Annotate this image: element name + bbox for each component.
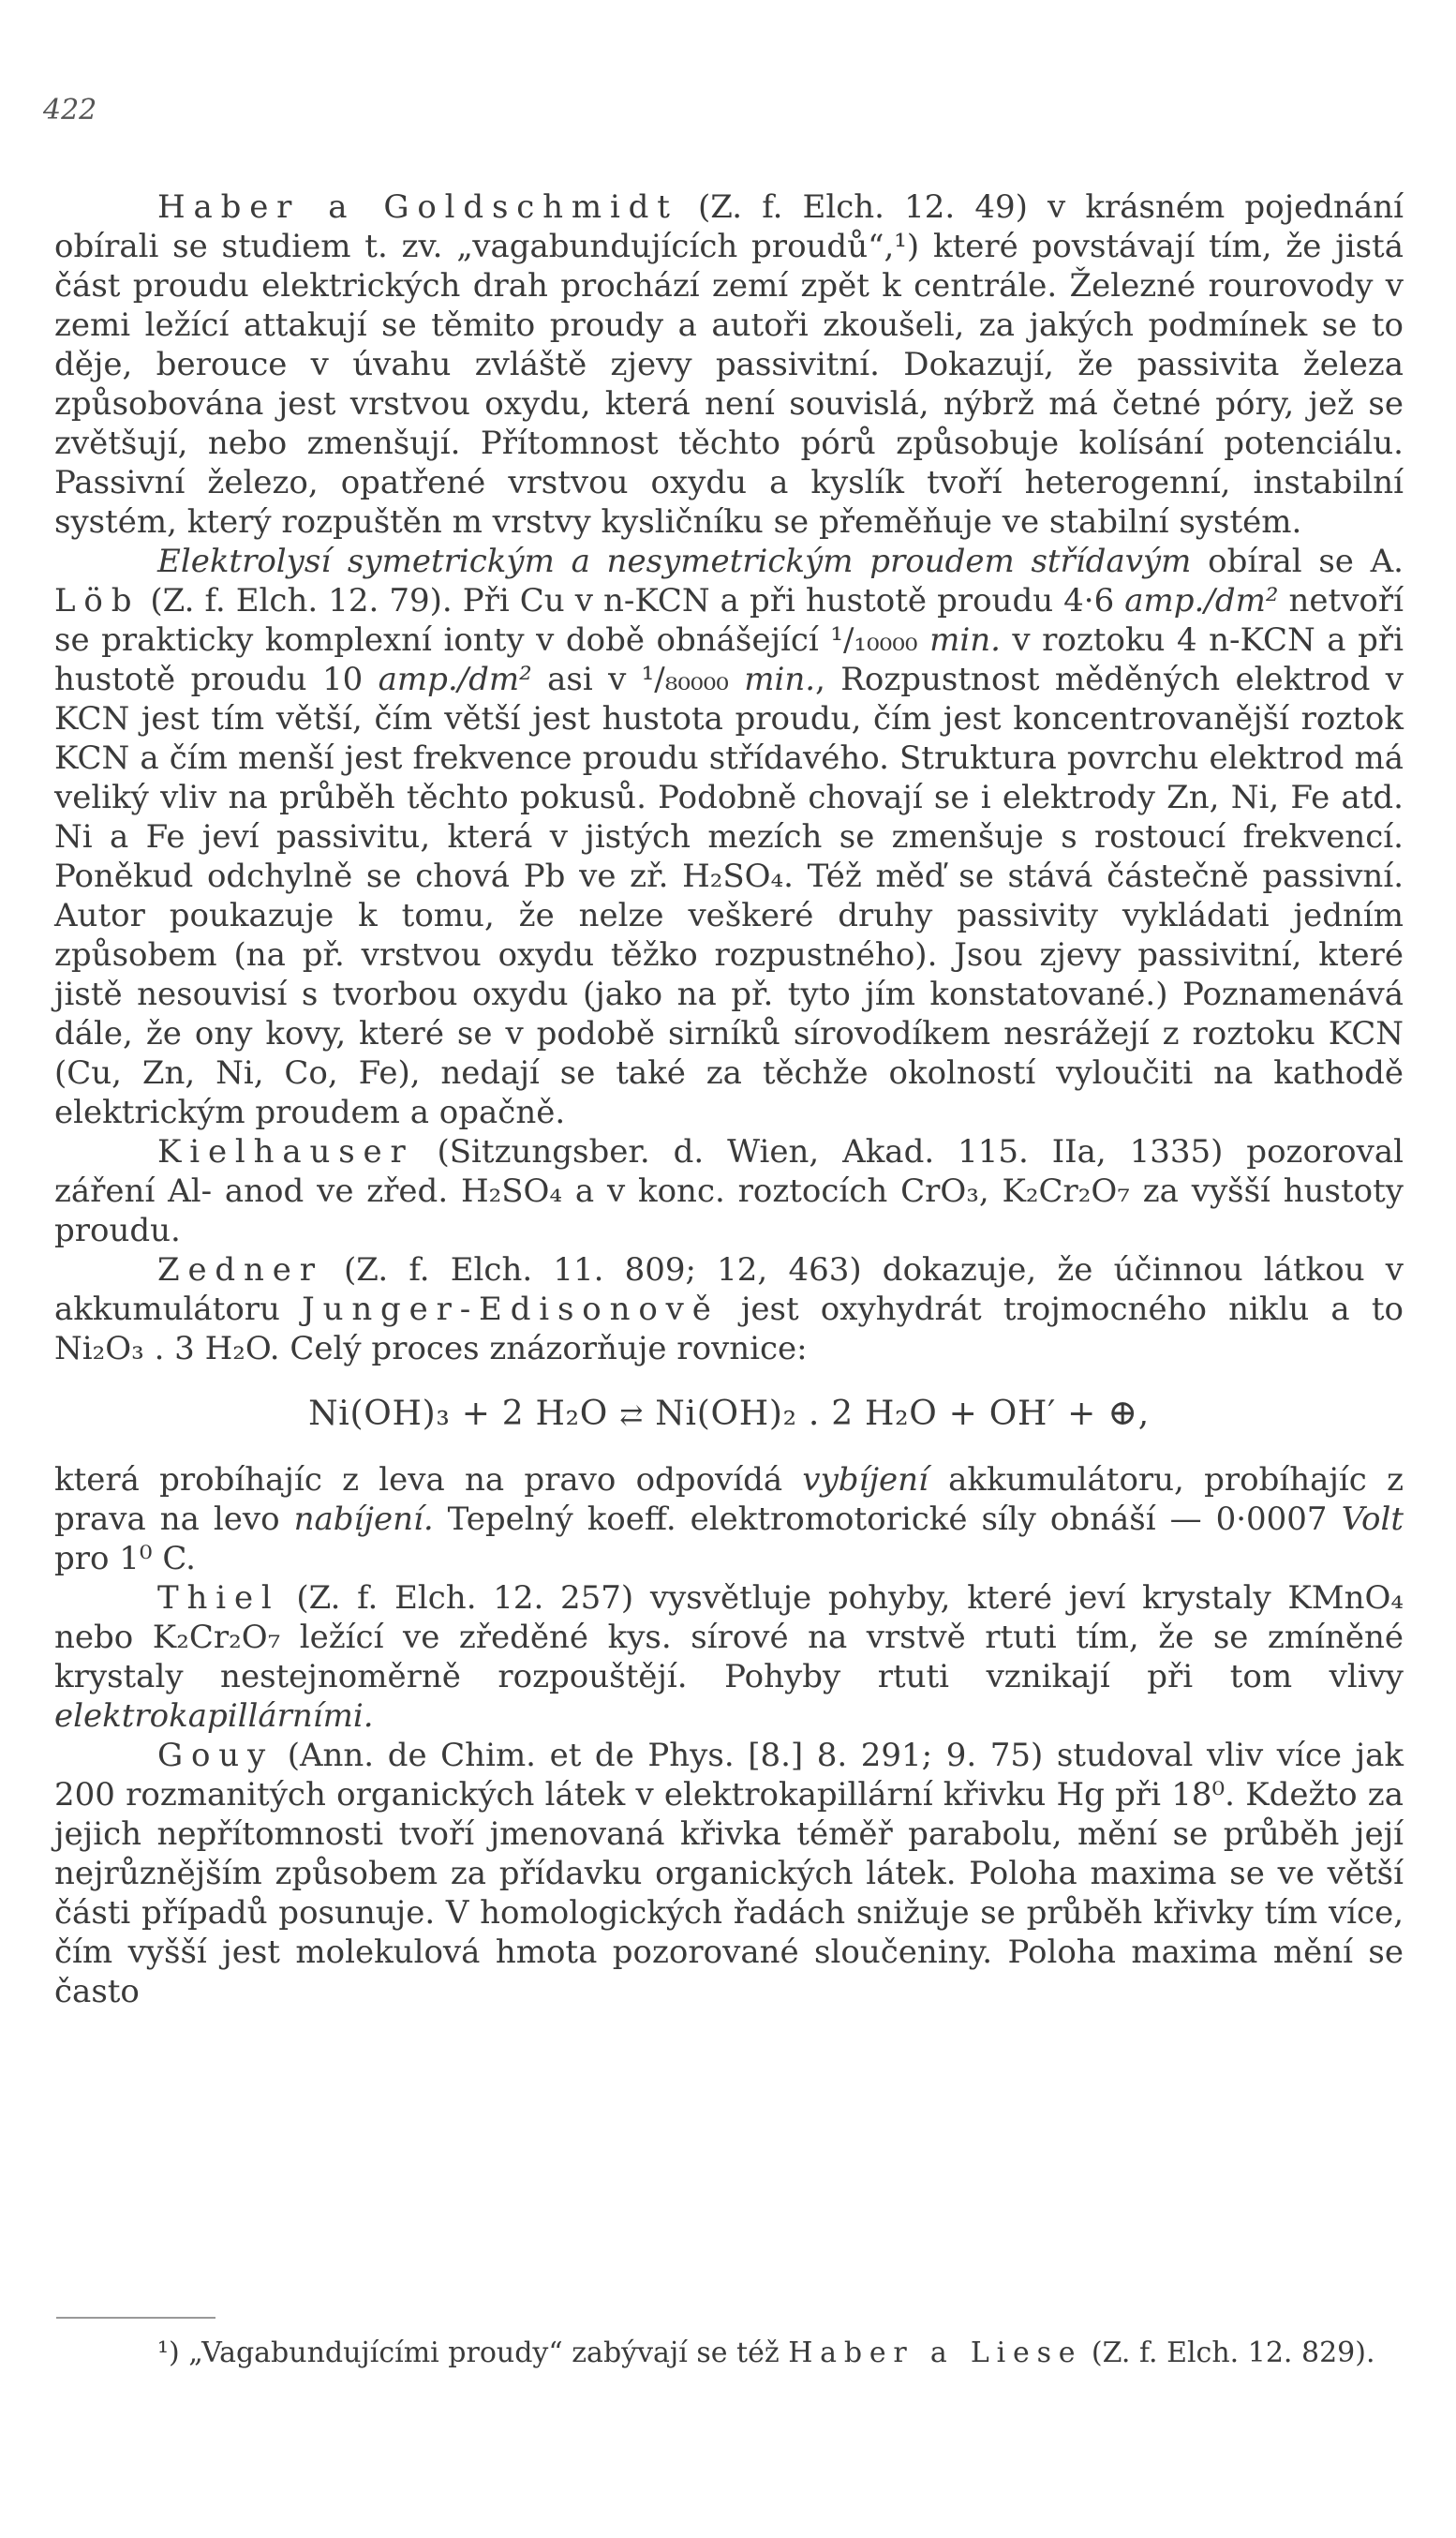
- paragraph-zedner: [54, 1250, 1404, 1368]
- paragraph-text: akkumulátoru, probíhajíc z prava na levo: [54, 1461, 1404, 1538]
- unit-text: amp./dm²: [378, 661, 532, 698]
- paragraph-equation-explanation: [54, 1460, 1404, 1578]
- author-name: Thiel: [157, 1579, 280, 1617]
- paragraph-text: jest oxyhydrát trojmocného niklu a to Ni₂O₃ . 3 H₂O. Celý proces znázorňuje rovnice:: [54, 1291, 1404, 1367]
- author-name: Gouy: [157, 1737, 275, 1774]
- equation-end: ,: [1137, 1395, 1150, 1433]
- paragraph-italic-heading: Elektrolysí symetrickým a nesymetrickým proudem střídavým: [157, 543, 1192, 580]
- page-number: 422: [43, 94, 97, 127]
- italic-term: Volt: [1341, 1500, 1404, 1538]
- paragraph-haber: [54, 187, 1404, 542]
- author-name: Haber a Goldschmidt: [157, 188, 678, 226]
- paragraph-text: netvoří se prakticky komplexní ionty v době obnášející ¹/₁₀₀₀₀: [54, 582, 1404, 659]
- paragraph-text: (Sitzungsber. d. Wien, Akad. 115. IIa, 1335) pozoroval záření Al- anod ve zřed. H₂SO₄ a v konc. roztocích CrO₃, K₂Cr₂O₇ za vyšší hustoty proudu.: [54, 1133, 1404, 1249]
- footnote-text: ¹) „Vagabundujícími proudy“ zabývají se též: [157, 2336, 789, 2369]
- paragraph-text: (Z. f. Elch. 12. 79). Při Cu v n-KCN a při hustotě proudu 4·6: [140, 582, 1125, 620]
- paragraph-gouy: [54, 1736, 1404, 2011]
- footnote-text: (Z. f. Elch. 12. 829).: [1082, 2336, 1375, 2369]
- paragraph-thiel: [54, 1578, 1404, 1736]
- paragraph-text: , Rozpustnost měděných elektrod v KCN jest tím větší, čím větší jest hustota proudu, čím jest koncentrovanější roztok KCN a čím menší jest frekvence proudu střídavého. Struktura povrchu elektrod má veliký vliv na průběh těchto pokusů. Podobně chovají se i elektrody Zn, Ni, Fe atd. Ni a Fe jeví passivitu, která v jistých mezích se zmenšuje s rostoucí frekvencí. Poněkud odchylně se chová Pb ve zř. H₂SO₄. Též měď se stává částečně passivní. Autor poukazuje k tomu, že nelze veškeré druhy passivity vykládati jedním způsobem (na př. vrstvou oxydu těžko rozpustného). Jsou zjevy passivitní, které jistě nesouvisí s tvorbou oxydu (jako na př. tyto jím konstatované.) Poznamenává dále, že ony kovy, které se v podobě sirníků sírovodíkem nesrážejí z roztoku KCN (Cu, Zn, Ni, Co, Fe), nedají se také za těchže okolností vyloučiti na kathodě elektrickým proudem a opačně.: [54, 661, 1404, 1131]
- italic-term: elektrokapillárními.: [54, 1697, 374, 1735]
- paragraph-lob: [54, 542, 1404, 1132]
- author-name: Haber a Liese: [788, 2336, 1083, 2369]
- paragraph-text: Tepelný koeff. elektromotorické síly obnáší — 0·0007: [433, 1500, 1342, 1538]
- footnote-divider: [56, 2317, 215, 2319]
- paragraph-text: (Z. f. Elch. 12. 49) v krásném pojednání obírali se studiem t. zv. „vagabundujících proudů“,¹) které povstávají tím, že jistá část proudu elektrických drah prochází zemí zpět k centrále. Železné rourovody v zemi ležící attakují se těmito proudy a autoři zkoušeli, za jakých podmínek se to děje, berouce v úvahu zvláště zjevy passivitní. Dokazují, že passivita železa způsobována jest vrstvou oxydu, která není souvislá, nýbrž má četné póry, jež se zvětšují, nebo zmenšují. Přítomnost těchto pórů způsobuje kolísání potenciálu. Passivní železo, opatřené vrstvou oxydu a kyslík tvoří heterogenní, instabilní systém, který rozpuštěn m vrstvy kysličníku se přeměňuje ve stabilní systém.: [54, 188, 1404, 541]
- main-text: [54, 187, 1404, 2011]
- unit-text: amp./dm²: [1124, 582, 1279, 620]
- author-name: Löb: [54, 582, 141, 620]
- paragraph-kielhauser: [54, 1132, 1404, 1250]
- chemical-equation: [54, 1393, 1404, 1436]
- circled-plus-icon: ⊕: [1107, 1392, 1138, 1433]
- paragraph-text: pro 1⁰ C.: [54, 1540, 196, 1577]
- equilibrium-arrow-icon: ⇄: [619, 1399, 645, 1432]
- paragraph-text: asi v ¹/₈₀₀₀₀: [531, 661, 745, 698]
- author-name: Zedner: [157, 1251, 323, 1289]
- footnote: [54, 2334, 1404, 2373]
- unit-text: min.: [744, 661, 816, 698]
- equation-left: Ni(OH)₃ + 2 H₂O: [308, 1395, 609, 1433]
- author-name: Kielhauser: [157, 1133, 414, 1171]
- italic-term: vybíjení: [802, 1461, 929, 1499]
- paragraph-text: (Z. f. Elch. 11. 809; 12, 463) dokazuje, že účinnou látkou v akkumulátoru: [54, 1251, 1404, 1328]
- italic-term: nabíjení.: [293, 1500, 434, 1538]
- author-name: Junger-Edisonově: [302, 1291, 720, 1328]
- paragraph-text: v roztoku 4 n-KCN a při hustotě proudu 10: [54, 621, 1404, 698]
- equation-right: Ni(OH)₂ . 2 H₂O + OH′ +: [655, 1395, 1108, 1433]
- paragraph-text: (Ann. de Chim. et de Phys. [8.] 8. 291; 9. 75) studoval vliv více jak 200 rozmanitých organických látek v elektrokapillární křivku Hg při 18⁰. Kdežto za jejich nepřítomnosti tvoří jmenovaná křivka téměř parabolu, mění se průběh její nejrůznějším způsobem za přídavku organických látek. Poloha maxima se ve větší části případů posunuje. V homologických řadách snižuje se průběh křivky tím více, čím vyšší jest molekulová hmota pozorované sloučeniny. Poloha maxima mění se často: [54, 1737, 1404, 2010]
- unit-text: min.: [929, 621, 1001, 659]
- paragraph-text: (Z. f. Elch. 12. 257) vysvětluje pohyby, které jeví krystaly KMnO₄ nebo K₂Cr₂O₇ ležící ve zředěné kys. sírové na vrstvě rtuti tím, že se zmíněné krystaly nestejnoměrně rozpouštějí. Pohyby rtuti vznikají při tom vlivy: [54, 1579, 1404, 1695]
- paragraph-text: obíral se A.: [1191, 543, 1404, 580]
- paragraph-text: která probíhajíc z leva na pravo odpovídá: [54, 1461, 803, 1499]
